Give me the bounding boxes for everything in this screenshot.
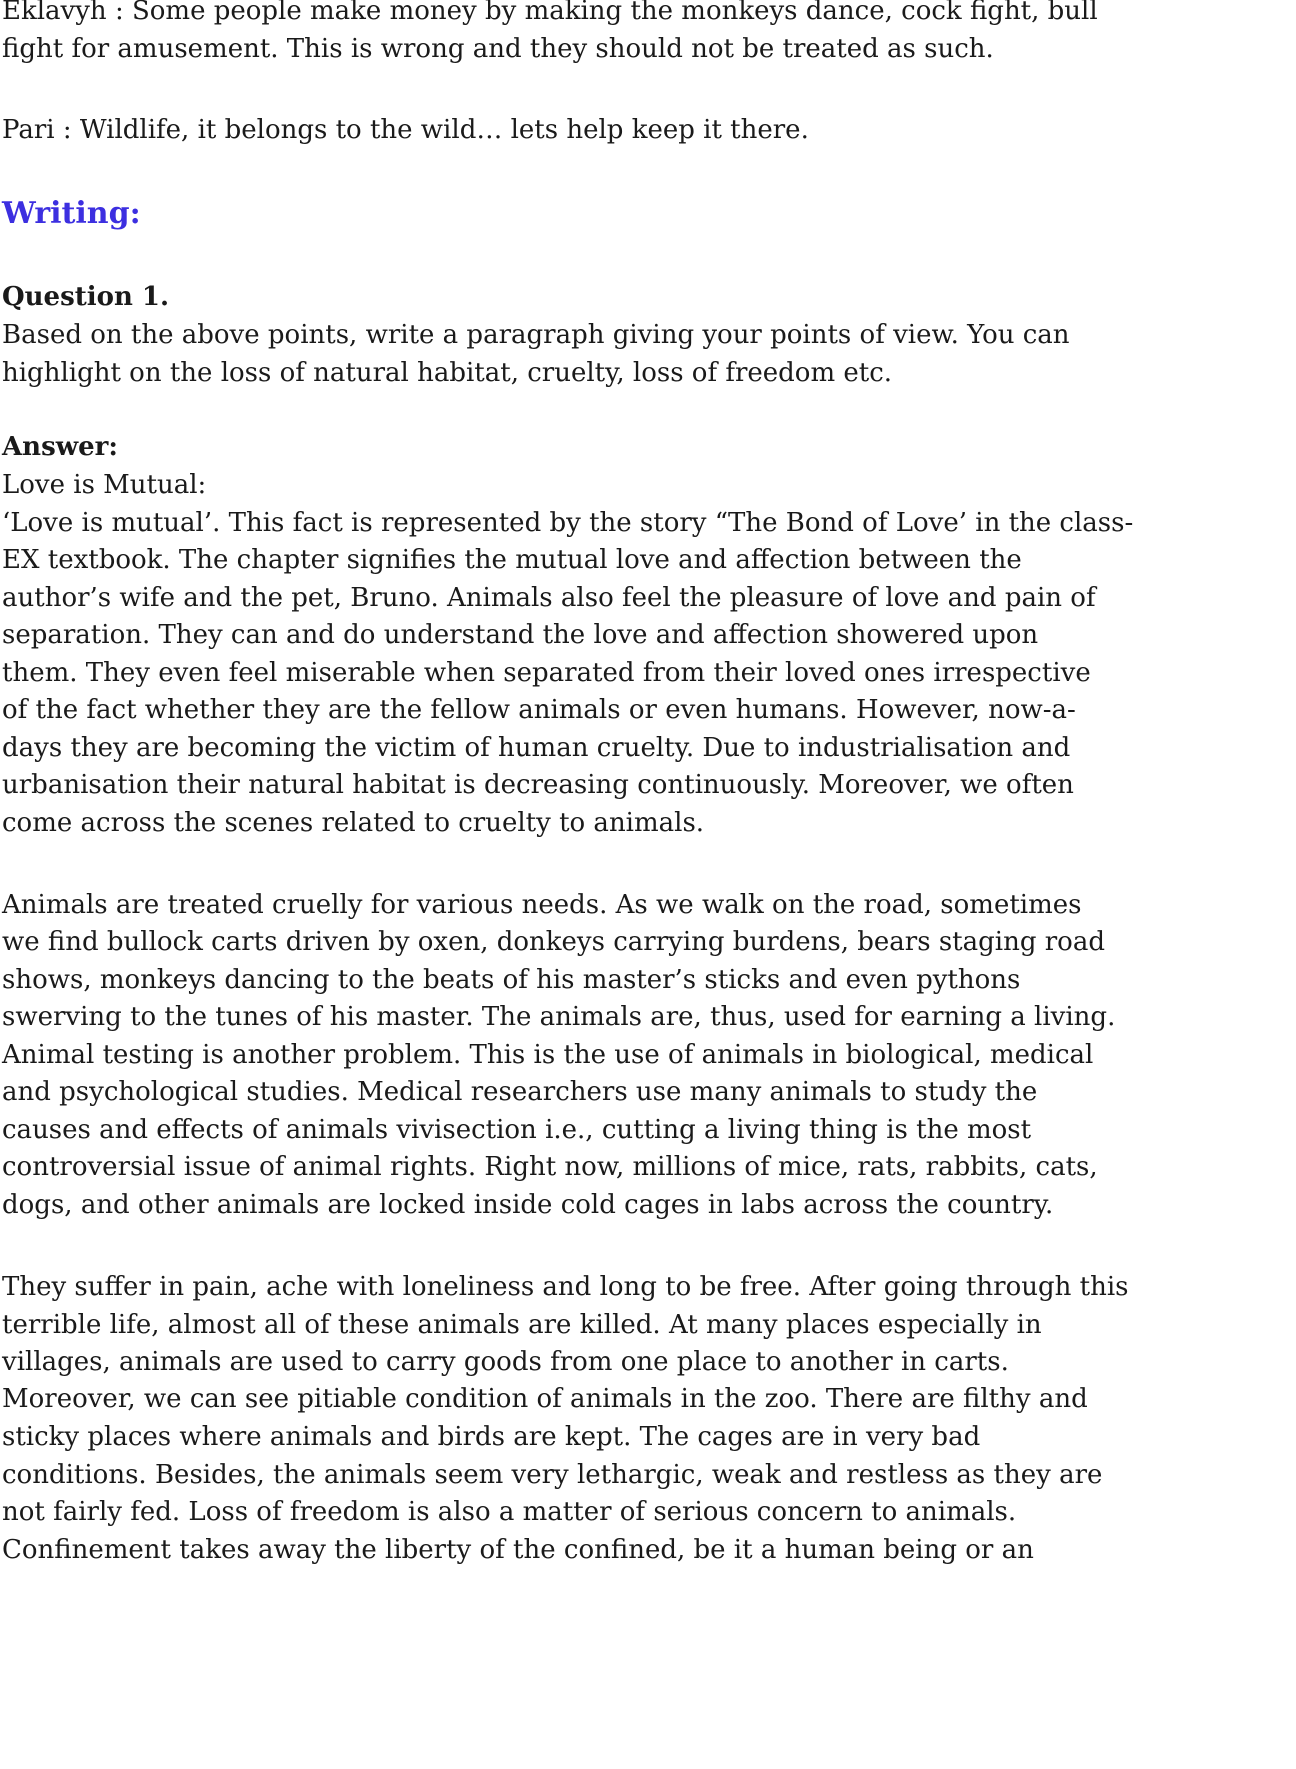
paragraph-3-line: conditions. Besides, the animals seem very lethargic, weak and restless as they are bbox=[2, 1460, 1103, 1490]
paragraph-1-line: of the fact whether they are the fellow animals or even humans. However, now-a- bbox=[2, 695, 1076, 725]
paragraph-3-line: sticky places where animals and birds are kept. The cages are in very bad bbox=[2, 1422, 981, 1452]
paragraph-2-line: shows, monkeys dancing to the beats of his master’s sticks and even pythons bbox=[2, 965, 1021, 995]
paragraph-1-line: author’s wife and the pet, Bruno. Animals also feel the pleasure of love and pain of bbox=[2, 583, 1096, 613]
paragraph-1-line: days they are becoming the victim of human cruelty. Due to industrialisation and bbox=[2, 733, 1071, 763]
paragraph-3-line: terrible life, almost all of these animals are killed. At many places especially in bbox=[2, 1310, 1042, 1340]
paragraph-2-line: controversial issue of animal rights. Right now, millions of mice, rats, rabbits, cats, bbox=[2, 1152, 1098, 1182]
answer-title: Answer: bbox=[2, 432, 118, 462]
intro-line: Eklavyh : Some people make money by making the monkeys dance, cock fight, bull bbox=[2, 0, 1098, 26]
paragraph-2-line: and psychological studies. Medical researchers use many animals to study the bbox=[2, 1077, 1038, 1107]
intro-line: Pari : Wildlife, it belongs to the wild… lets help keep it there. bbox=[2, 115, 809, 145]
answer-subtitle: Love is Mutual: bbox=[2, 470, 207, 500]
paragraph-1-line: come across the scenes related to cruelty to animals. bbox=[2, 808, 705, 838]
paragraph-3-line: not fairly fed. Loss of freedom is also a matter of serious concern to animals. bbox=[2, 1497, 1017, 1527]
question-line: highlight on the loss of natural habitat, cruelty, loss of freedom etc. bbox=[2, 358, 893, 388]
paragraph-2-line: we find bullock carts driven by oxen, donkeys carrying burdens, bears staging road bbox=[2, 927, 1105, 957]
paragraph-1-line: separation. They can and do understand the love and affection showered upon bbox=[2, 620, 1039, 650]
paragraph-1-line: EX textbook. The chapter signifies the mutual love and affection between the bbox=[2, 545, 1022, 575]
paragraph-2-line: swerving to the tunes of his master. The animals are, thus, used for earning a living. bbox=[2, 1002, 1116, 1032]
question-line: Based on the above points, write a paragraph giving your points of view. You can bbox=[2, 320, 1070, 350]
paragraph-1-line: urbanisation their natural habitat is decreasing continuously. Moreover, we often bbox=[2, 770, 1074, 800]
paragraph-2-line: causes and effects of animals vivisection i.e., cutting a living thing is the most bbox=[2, 1115, 1032, 1145]
intro-line: fight for amusement. This is wrong and they should not be treated as such. bbox=[2, 34, 994, 64]
paragraph-2-line: dogs, and other animals are locked inside cold cages in labs across the country. bbox=[2, 1190, 1054, 1220]
paragraph-2-line: Animals are treated cruelly for various needs. As we walk on the road, sometimes bbox=[2, 890, 1082, 920]
question-title: Question 1. bbox=[2, 282, 170, 312]
paragraph-1-line: ‘Love is mutual’. This fact is represented by the story “The Bond of Love’ in the class- bbox=[2, 508, 1134, 538]
paragraph-1-line: them. They even feel miserable when separated from their loved ones irrespective bbox=[2, 658, 1091, 688]
paragraph-2-line: Animal testing is another problem. This is the use of animals in biological, medical bbox=[2, 1040, 1094, 1070]
paragraph-3-line: They suffer in pain, ache with loneliness and long to be free. After going through this bbox=[2, 1272, 1129, 1302]
paragraph-3-line: Moreover, we can see pitiable condition of animals in the zoo. There are filthy and bbox=[2, 1384, 1088, 1414]
paragraph-3-line: Confinement takes away the liberty of the confined, be it a human being or an bbox=[2, 1535, 1034, 1565]
paragraph-3-line: villages, animals are used to carry goods from one place to another in carts. bbox=[2, 1347, 1009, 1377]
section-heading-writing: Writing: bbox=[2, 196, 141, 231]
